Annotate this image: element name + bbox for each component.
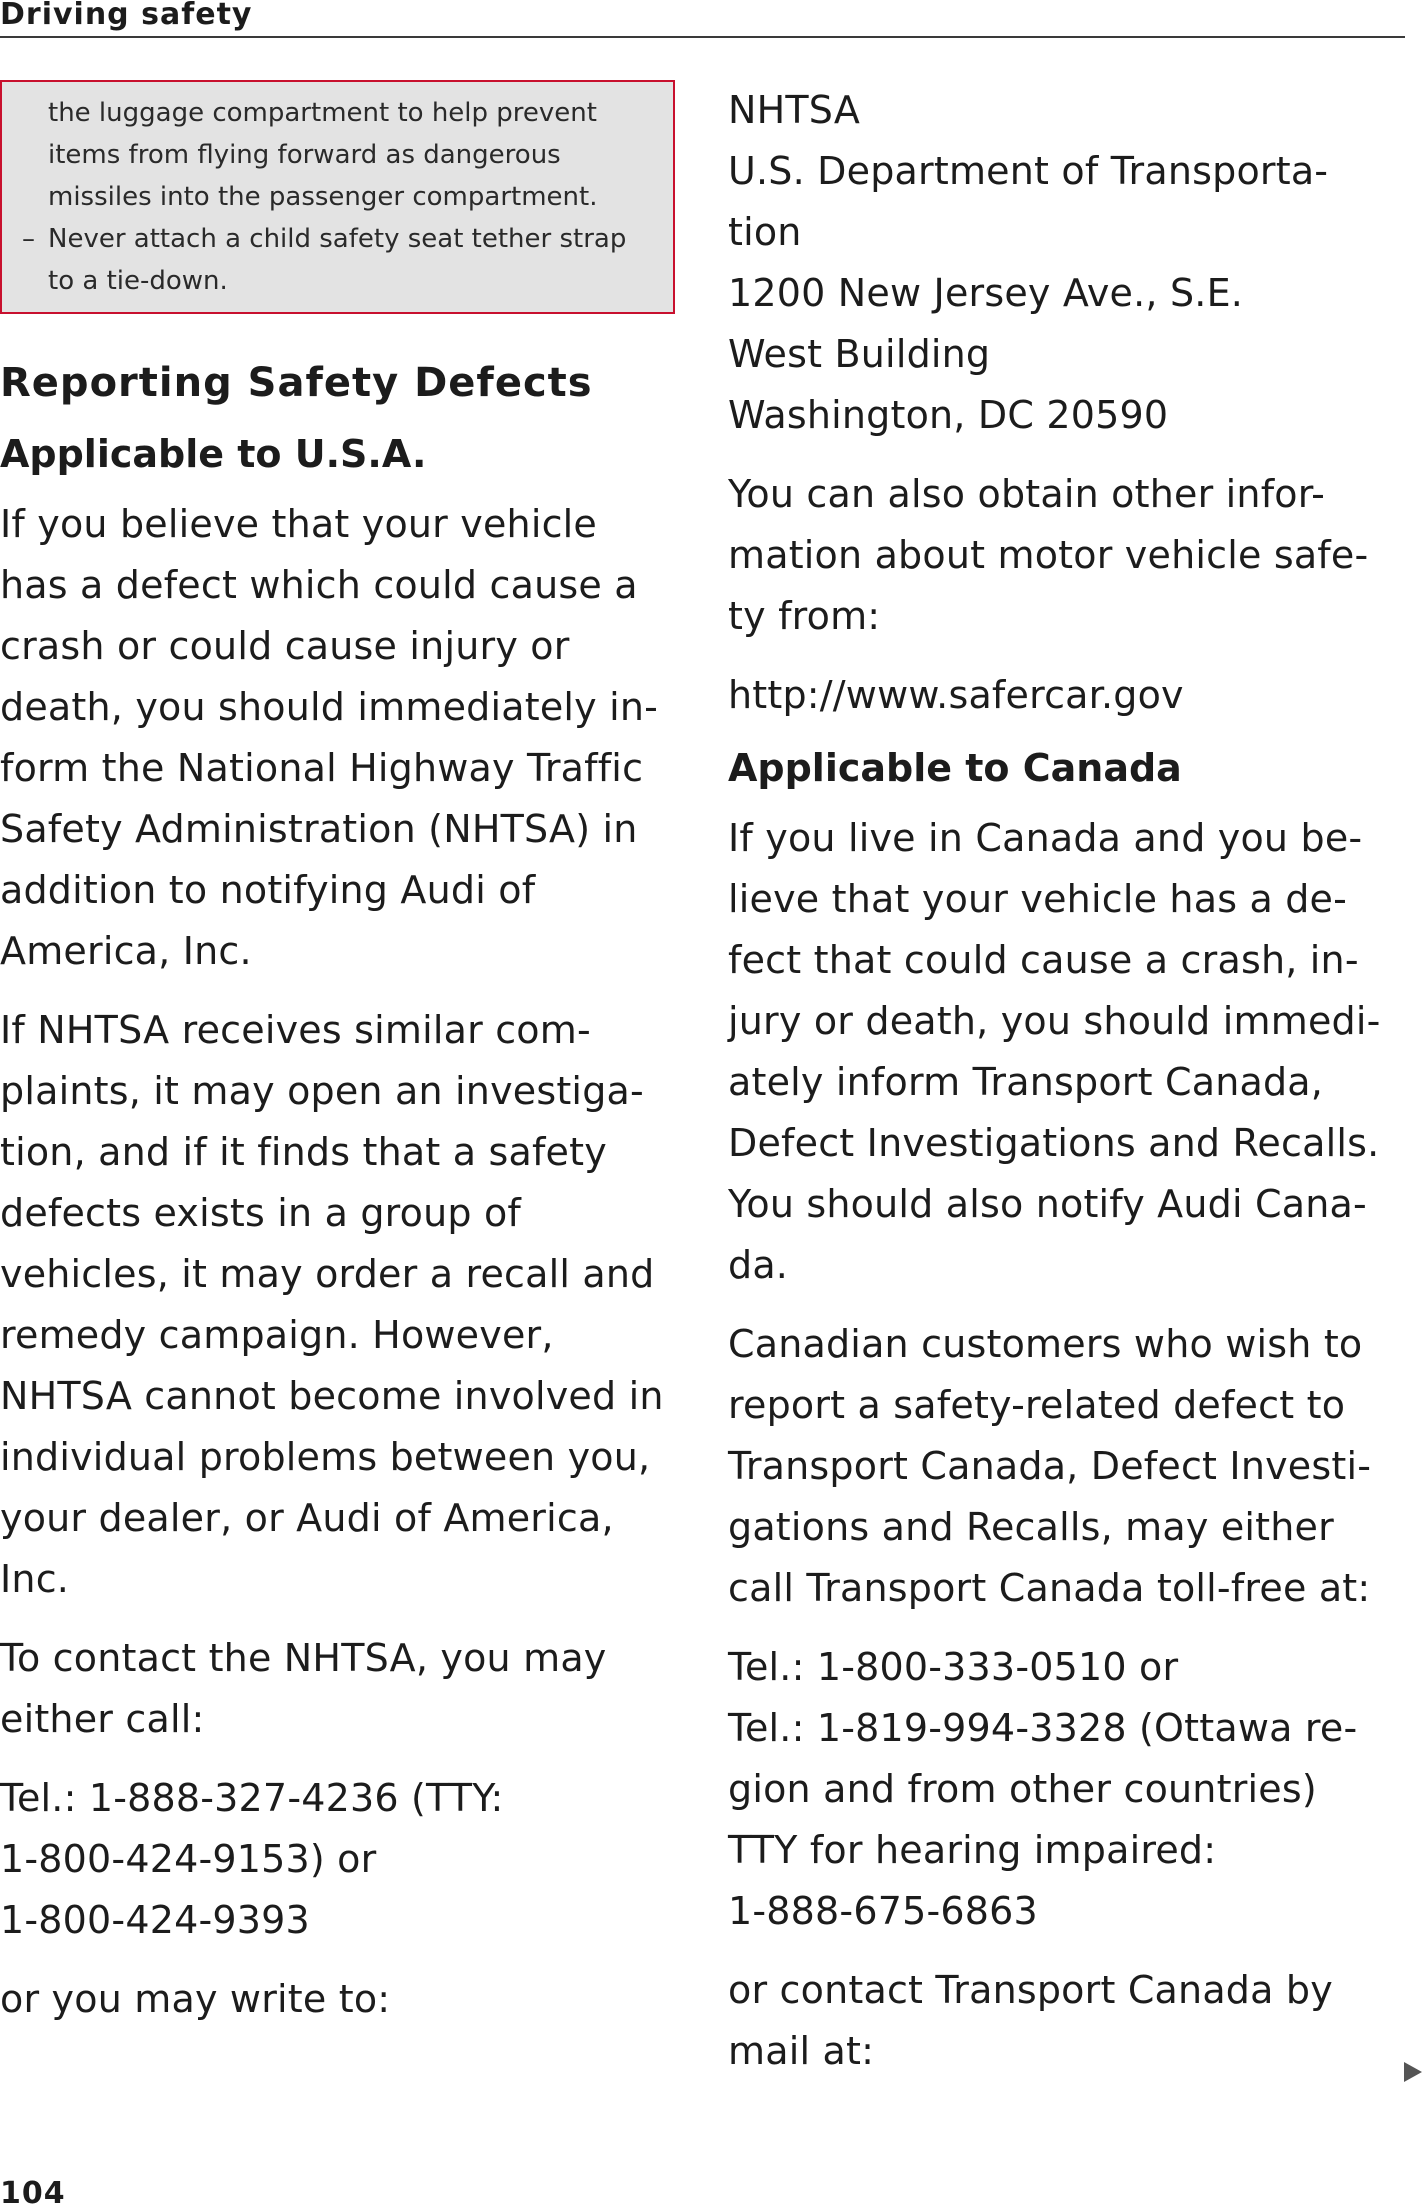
text-line: jury or death, you should immedi-: [728, 999, 1381, 1043]
text-line: fect that could cause a crash, in-: [728, 938, 1359, 982]
page-number: 104: [0, 2176, 66, 2211]
paragraph-nhtsa-phone: [0, 1768, 675, 1951]
warning-list-item: [22, 218, 653, 302]
paragraph-more-info: [728, 464, 1418, 647]
text-line: TTY for hearing impaired:: [728, 1828, 1217, 1872]
text-line: da.: [728, 1243, 789, 1287]
text-line: America, Inc.: [0, 929, 252, 973]
address-line: Washington, DC 20590: [728, 393, 1169, 437]
paragraph-canada-defect: [728, 808, 1418, 1296]
paragraph-nhtsa-investigation: [0, 1000, 675, 1610]
text-line: You can also obtain other infor-: [728, 472, 1326, 516]
warning-line: Never attach a child safety seat tether strap: [48, 224, 627, 254]
warning-text: [48, 92, 653, 218]
text-line: ately inform Transport Canada,: [728, 1060, 1324, 1104]
text-line: report a safety-related defect to: [728, 1383, 1346, 1427]
text-line: 1-888-675-6863: [728, 1889, 1038, 1933]
text-line: Defect Investigations and Recalls.: [728, 1121, 1380, 1165]
address-line: NHTSA: [728, 88, 861, 132]
text-line: Inc.: [0, 1557, 70, 1601]
dash-bullet: –: [22, 224, 35, 254]
continue-arrow-icon: [1404, 2062, 1422, 2082]
text-line: plaints, it may open an investiga-: [0, 1069, 644, 1113]
warning-line: to a tie-down.: [48, 266, 228, 296]
text-line: Tel.: 1-800-333-0510 or: [728, 1645, 1179, 1689]
warning-box: [0, 80, 675, 314]
text-line: Canadian customers who wish to: [728, 1322, 1363, 1366]
page-header-title: Driving safety: [0, 0, 253, 32]
text-line: gion and from other countries): [728, 1767, 1317, 1811]
text-line: addition to notifying Audi of: [0, 868, 536, 912]
text-line: death, you should immediately in-: [0, 685, 659, 729]
address-line: U.S. Department of Transporta-: [728, 149, 1329, 193]
text-line: either call:: [0, 1697, 205, 1741]
text-line: has a defect which could cause a: [0, 563, 638, 607]
text-line: To contact the NHTSA, you may: [0, 1636, 607, 1680]
warning-line: items from flying forward as dangerous: [48, 140, 561, 170]
text-line: lieve that your vehicle has a de-: [728, 877, 1348, 921]
right-column: [728, 80, 1418, 2100]
text-line: mail at:: [728, 2029, 875, 2073]
text-line: vehicles, it may order a recall and: [0, 1252, 655, 1296]
text-line: or you may write to:: [0, 1977, 391, 2021]
text-line: 1-800-424-9393: [0, 1898, 310, 1942]
text-line: ty from:: [728, 594, 881, 638]
section-title: Reporting Safety Defects: [0, 360, 593, 406]
paragraph-contact-by-mail: [728, 1960, 1418, 2082]
text-line: defects exists in a group of: [0, 1191, 522, 1235]
paragraph-canadian-customers: [728, 1314, 1418, 1619]
text-line: You should also notify Audi Cana-: [728, 1182, 1367, 1226]
text-line: Transport Canada, Defect Investi-: [728, 1444, 1372, 1488]
text-line: gations and Recalls, may either: [728, 1505, 1334, 1549]
text-line: Safety Administration (NHTSA) in: [0, 807, 638, 851]
paragraph-defect-report: [0, 494, 675, 982]
address-line: 1200 New Jersey Ave., S.E.: [728, 271, 1244, 315]
subheading-canada: Applicable to Canada: [728, 746, 1182, 790]
warning-line: the luggage compartment to help prevent: [48, 98, 597, 128]
text-line: your dealer, or Audi of America,: [0, 1496, 614, 1540]
safercar-url: http://www.safercar.gov: [728, 673, 1184, 717]
header-divider: [0, 36, 1405, 38]
text-line: If NHTSA receives similar com-: [0, 1008, 591, 1052]
text-line: or contact Transport Canada by: [728, 1968, 1333, 2012]
text-line: Tel.: 1-888-327-4236 (TTY:: [0, 1776, 504, 1820]
text-line: NHTSA cannot become involved in: [0, 1374, 664, 1418]
paragraph-canada-phone: [728, 1637, 1418, 1942]
paragraph-contact-nhtsa: [0, 1628, 675, 1750]
text-line: If you believe that your vehicle: [0, 502, 598, 546]
text-line: tion, and if it finds that a safety: [0, 1130, 607, 1174]
text-line: crash or could cause injury or: [0, 624, 570, 668]
text-line: individual problems between you,: [0, 1435, 651, 1479]
text-line: call Transport Canada toll-free at:: [728, 1566, 1371, 1610]
nhtsa-address: [728, 80, 1418, 446]
text-line: mation about motor vehicle safe-: [728, 533, 1369, 577]
text-line: Tel.: 1-819-994-3328 (Ottawa re-: [728, 1706, 1358, 1750]
subheading-usa: Applicable to U.S.A.: [0, 432, 427, 476]
paragraph-write-to: [0, 1969, 675, 2030]
text-line: If you live in Canada and you be-: [728, 816, 1363, 860]
text-line: remedy campaign. However,: [0, 1313, 554, 1357]
text-line: form the National Highway Traffic: [0, 746, 644, 790]
warning-line: missiles into the passenger compartment.: [48, 182, 598, 212]
left-column: [0, 80, 675, 2048]
address-line: tion: [728, 210, 802, 254]
text-line: 1-800-424-9153) or: [0, 1837, 377, 1881]
address-line: West Building: [728, 332, 991, 376]
